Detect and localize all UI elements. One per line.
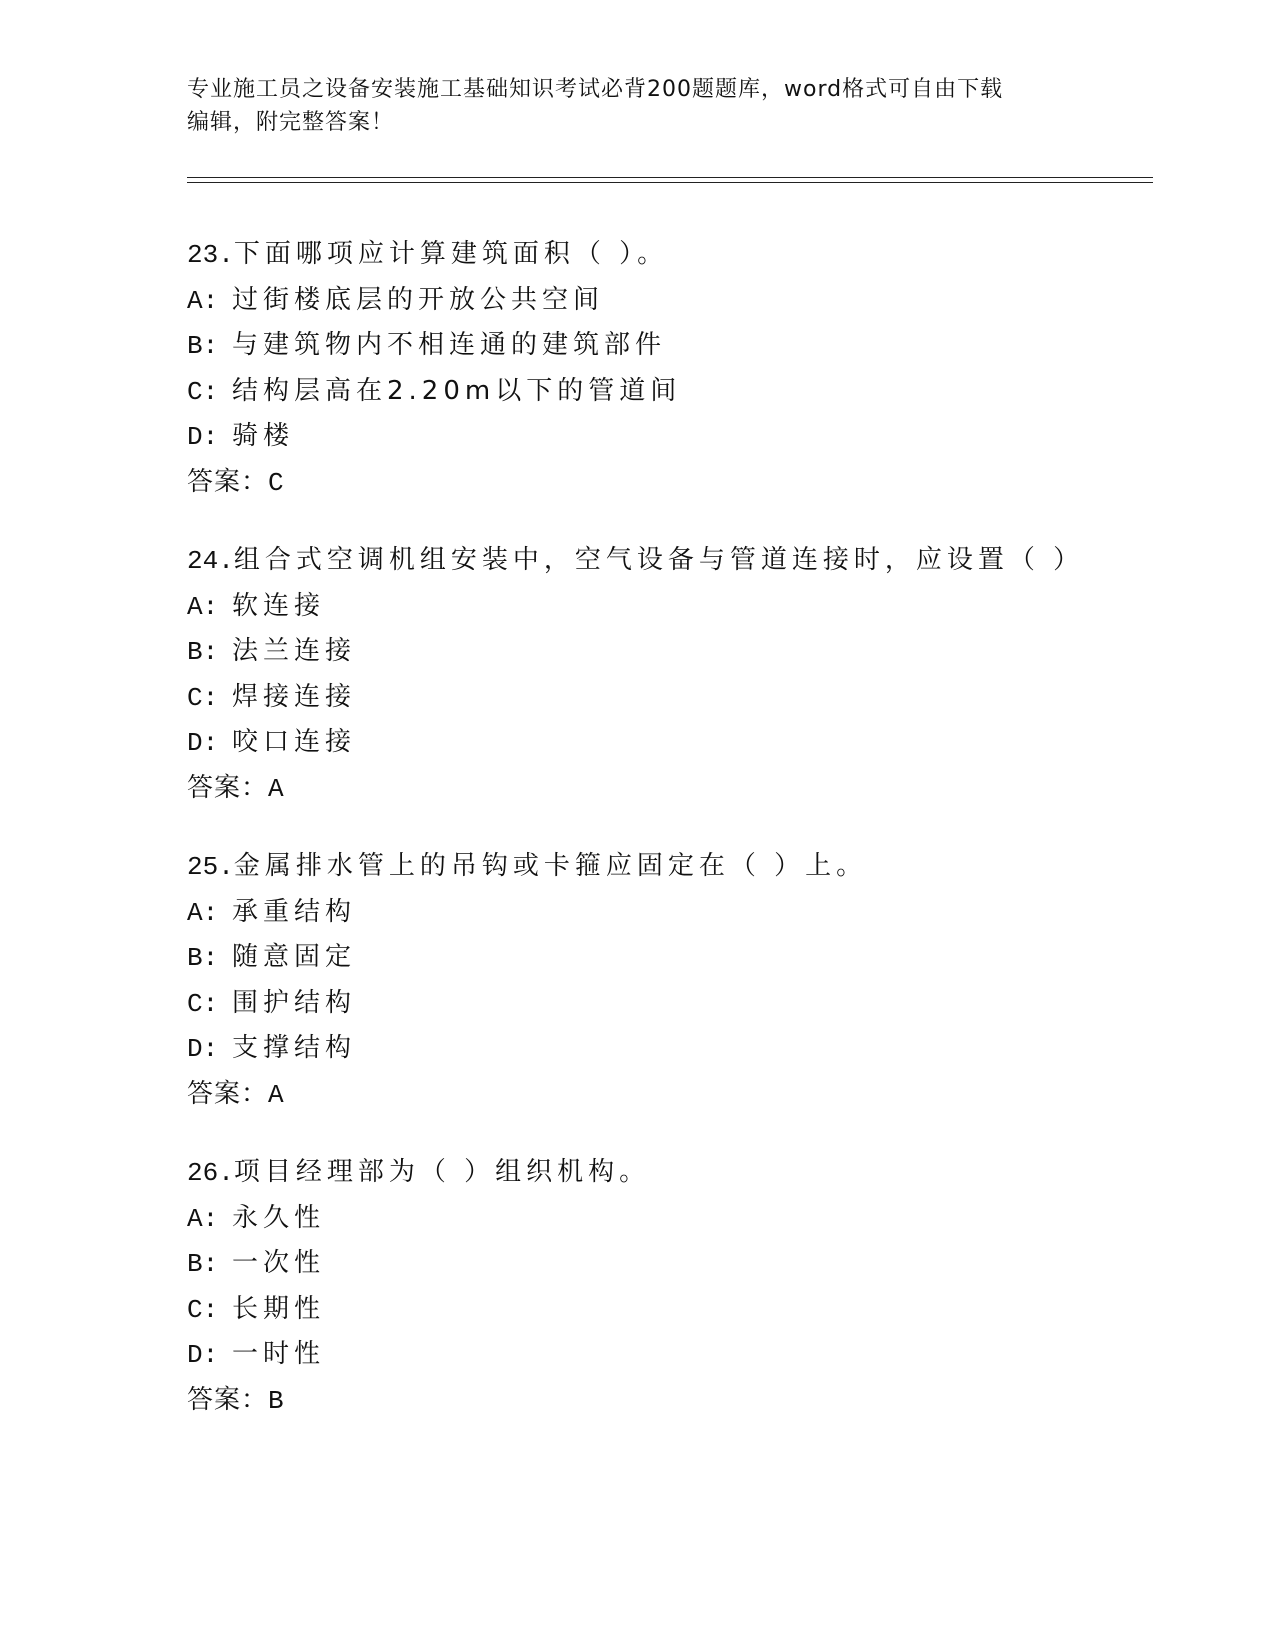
question-number: 26. — [187, 1158, 234, 1188]
option-text: 永久性 — [232, 1202, 326, 1233]
option-c — [187, 981, 1147, 1027]
option-letter: A: — [187, 591, 219, 622]
header-title-line-2: 编辑，附完整答案！ — [187, 110, 395, 135]
option-letter: B: — [187, 1249, 219, 1279]
option-letter: C: — [187, 1294, 219, 1325]
option-text: 过街楼底层的开放公共空间 — [232, 284, 605, 315]
option-a — [187, 1196, 1147, 1242]
option-text: 结构层高在2.20m以下的管道间 — [232, 375, 682, 406]
option-c — [187, 369, 1147, 415]
option-text: 与建筑物内不相连通的建筑部件 — [232, 330, 667, 360]
option-d — [187, 414, 1147, 460]
option-text: 咬口连接 — [232, 727, 357, 757]
answer-label: 答案： — [187, 1384, 269, 1415]
option-text: 骑楼 — [232, 421, 295, 451]
answer — [187, 1072, 1147, 1118]
option-letter: D: — [187, 728, 219, 758]
option-c — [187, 675, 1147, 721]
question-stem — [187, 844, 1147, 890]
option-letter: C: — [187, 682, 219, 713]
option-a — [187, 584, 1147, 630]
question-number: 25. — [187, 852, 234, 882]
option-letter: D: — [187, 422, 219, 452]
option-text: 随意固定 — [232, 942, 357, 972]
question-text: 下面哪项应计算建筑面积（ ）。 — [233, 239, 669, 269]
option-c — [187, 1287, 1147, 1333]
option-text: 一次性 — [232, 1248, 326, 1278]
question-text: 组合式空调机组安装中，空气设备与管道连接时，应设置（ ） — [233, 545, 1085, 575]
question-text: 项目经理部为（ ）组织机构。 — [233, 1157, 651, 1187]
option-b — [187, 935, 1147, 981]
answer-label: 答案： — [187, 466, 269, 497]
question-text: 金属排水管上的吊钩或卡箍应固定在（ ）上。 — [233, 851, 868, 881]
answer-value: C — [268, 467, 284, 498]
answer-label: 答案： — [187, 772, 269, 803]
header-title-line-1: 专业施工员之设备安装施工基础知识考试必背200题题库，word格式可自由下载 — [187, 77, 1004, 102]
option-text: 承重结构 — [232, 896, 357, 927]
question-26 — [187, 1150, 1147, 1423]
option-letter: B: — [187, 943, 219, 973]
header-divider-top — [187, 177, 1153, 178]
option-letter: A: — [187, 285, 219, 316]
answer — [187, 1378, 1147, 1424]
question-stem — [187, 1150, 1147, 1196]
option-text: 支撑结构 — [232, 1033, 357, 1063]
option-d — [187, 720, 1147, 766]
option-letter: A: — [187, 1203, 219, 1234]
option-d — [187, 1026, 1147, 1072]
option-d — [187, 1332, 1147, 1378]
header-divider-bottom — [187, 182, 1153, 183]
question-25 — [187, 844, 1147, 1117]
option-letter: B: — [187, 637, 219, 667]
option-a — [187, 278, 1147, 324]
option-letter: C: — [187, 376, 219, 407]
option-b — [187, 1241, 1147, 1287]
option-text: 围护结构 — [232, 987, 357, 1018]
option-letter: B: — [187, 331, 219, 361]
question-number: 23. — [187, 240, 234, 270]
answer — [187, 766, 1147, 812]
answer-value: B — [268, 1385, 284, 1416]
question-stem — [187, 538, 1147, 584]
answer-value: A — [268, 773, 284, 804]
answer-label: 答案： — [187, 1078, 269, 1109]
option-b — [187, 629, 1147, 675]
question-number: 24. — [187, 546, 234, 576]
question-stem — [187, 232, 1147, 278]
option-text: 法兰连接 — [232, 636, 357, 666]
option-text: 长期性 — [232, 1293, 326, 1324]
question-23 — [187, 232, 1147, 505]
option-letter: D: — [187, 1034, 219, 1064]
option-letter: A: — [187, 897, 219, 928]
document-header — [187, 73, 1087, 139]
option-letter: C: — [187, 988, 219, 1019]
answer — [187, 460, 1147, 506]
option-text: 焊接连接 — [232, 681, 357, 712]
option-b — [187, 323, 1147, 369]
option-text: 软连接 — [232, 590, 326, 621]
answer-value: A — [268, 1079, 284, 1110]
option-letter: D: — [187, 1340, 219, 1370]
option-a — [187, 890, 1147, 936]
question-24 — [187, 538, 1147, 811]
option-text: 一时性 — [232, 1339, 326, 1369]
